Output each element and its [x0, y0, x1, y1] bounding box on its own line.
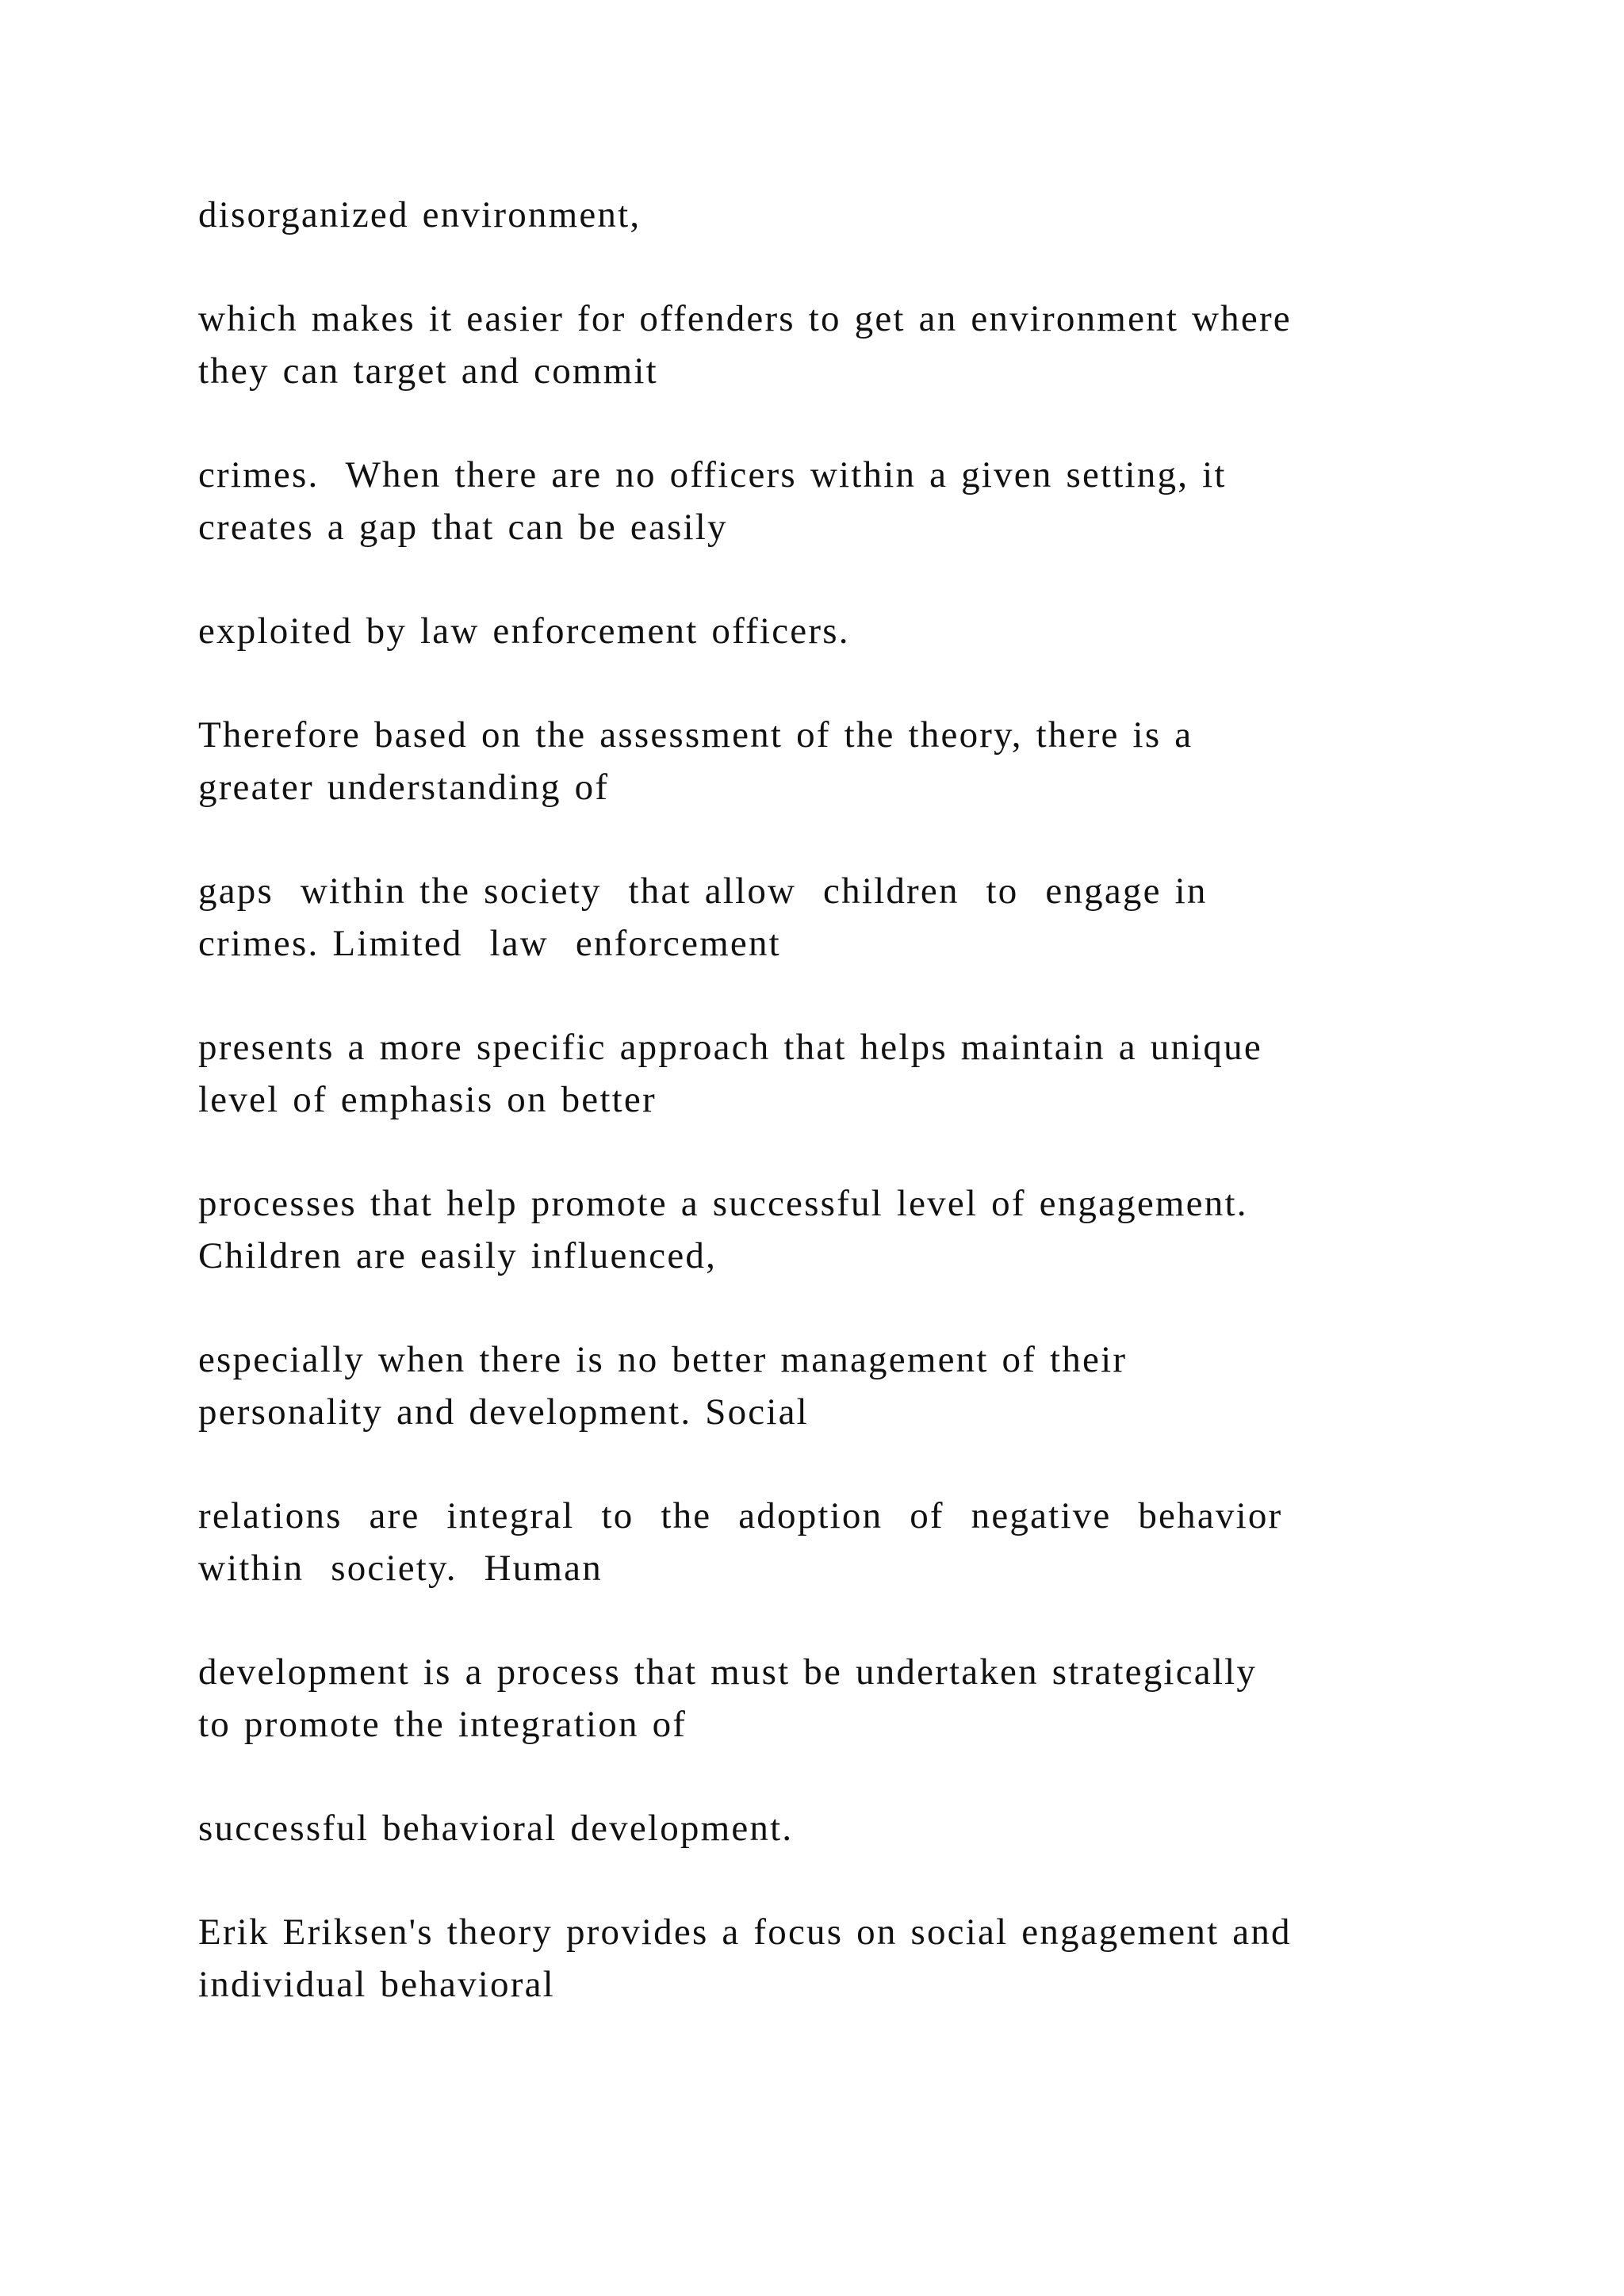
paragraph-line: greater understanding of — [198, 767, 610, 808]
paragraph-11 — [198, 1646, 1451, 1751]
paragraph-2 — [198, 293, 1451, 397]
paragraph-line: crimes. When there are no officers within a given setting, it — [198, 454, 1227, 496]
paragraph-9 — [198, 1334, 1451, 1438]
paragraph-4 — [198, 605, 1451, 657]
paragraph-12 — [198, 1802, 1451, 1854]
paragraph-line: presents a more specific approach that helps maintain a unique — [198, 1027, 1262, 1068]
paragraph-line: Erik Eriksen's theory provides a focus on social engagement and — [198, 1911, 1292, 1953]
document-body — [198, 189, 1451, 2062]
paragraph-line: exploited by law enforcement officers. — [198, 610, 850, 652]
paragraph-8 — [198, 1177, 1451, 1282]
paragraph-1 — [198, 189, 1451, 241]
paragraph-line: personality and development. Social — [198, 1391, 809, 1433]
paragraph-10 — [198, 1490, 1451, 1594]
paragraph-line: especially when there is no better management of their — [198, 1339, 1128, 1380]
paragraph-line: to promote the integration of — [198, 1704, 688, 1745]
paragraph-line: successful behavioral development. — [198, 1808, 794, 1849]
paragraph-line: crimes. Limited law enforcement — [198, 923, 781, 964]
paragraph-line: individual behavioral — [198, 1964, 555, 2005]
paragraph-line: level of emphasis on better — [198, 1079, 657, 1120]
paragraph-line: relations are integral to the adoption of negative behavior — [198, 1495, 1283, 1536]
paragraph-3 — [198, 449, 1451, 553]
paragraph-line: development is a process that must be undertaken strategically — [198, 1651, 1258, 1693]
paragraph-6 — [198, 865, 1451, 970]
paragraph-line: processes that help promote a successful level of engagement. — [198, 1183, 1248, 1224]
paragraph-line: disorganized environment, — [198, 194, 642, 235]
paragraph-13 — [198, 1906, 1451, 2011]
paragraph-7 — [198, 1021, 1451, 1126]
paragraph-5 — [198, 709, 1451, 813]
paragraph-line: which makes it easier for offenders to get an environment where — [198, 298, 1292, 339]
paragraph-line: within society. Human — [198, 1548, 603, 1589]
paragraph-line: Children are easily influenced, — [198, 1235, 718, 1276]
paragraph-line: gaps within the society that allow children to engage in — [198, 871, 1208, 912]
paragraph-line: creates a gap that can be easily — [198, 507, 728, 548]
paragraph-line: Therefore based on the assessment of the theory, there is a — [198, 714, 1193, 756]
paragraph-line: they can target and commit — [198, 350, 658, 392]
